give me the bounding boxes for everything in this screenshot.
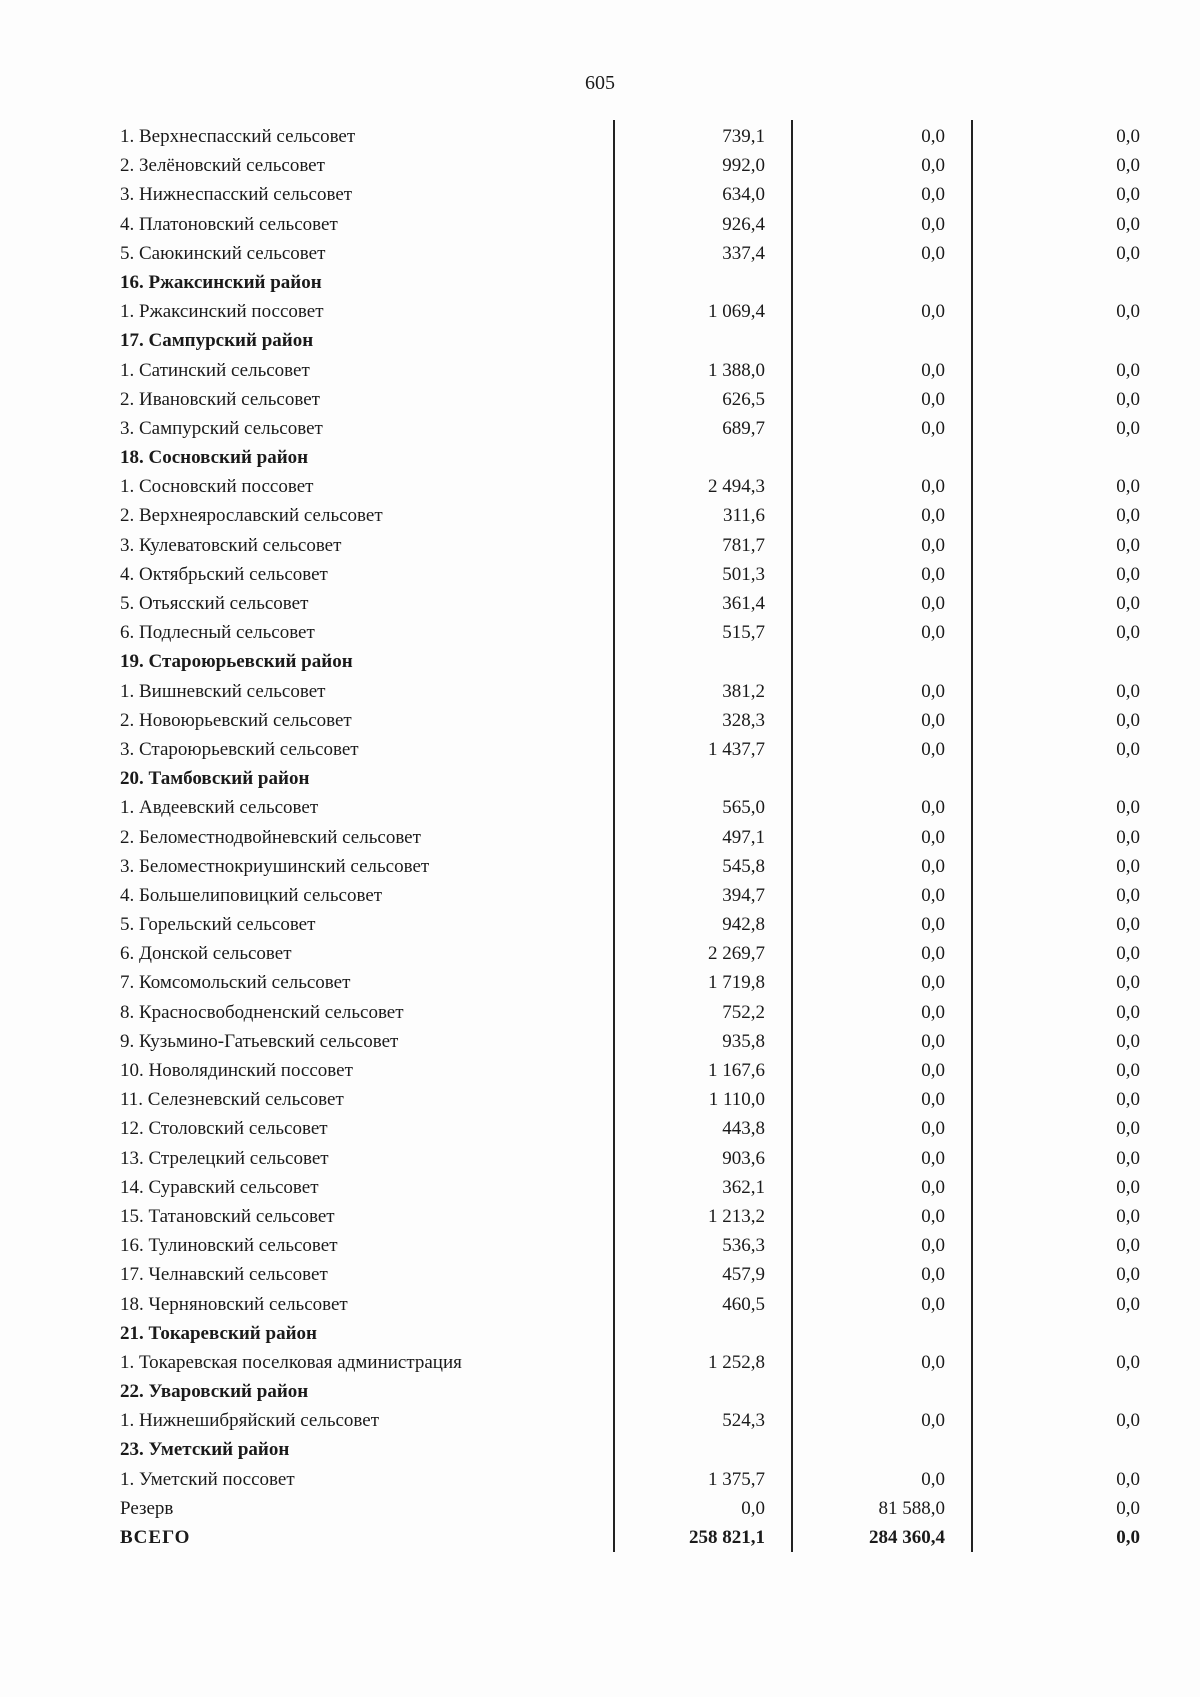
table-row bbox=[120, 618, 1140, 647]
table-row bbox=[120, 735, 1140, 764]
table-row bbox=[120, 1056, 1140, 1085]
table-row bbox=[120, 677, 1140, 706]
table-row bbox=[120, 589, 1140, 618]
value-col-1: 1 069,4 bbox=[708, 301, 765, 323]
value-col-2: 0,0 bbox=[921, 301, 945, 323]
value-col-1: 258 821,1 bbox=[689, 1527, 765, 1548]
value-col-3: 0,0 bbox=[1116, 1147, 1140, 1169]
value-col-1: 626,5 bbox=[722, 388, 765, 410]
value-col-1: 739,1 bbox=[722, 126, 765, 147]
value-col-1: 1 388,0 bbox=[708, 359, 765, 381]
row-label: 2. Зелёновский сельсовет bbox=[120, 155, 325, 177]
table-row bbox=[120, 560, 1140, 589]
table-row bbox=[120, 122, 1140, 151]
value-col-3: 0,0 bbox=[1116, 1497, 1140, 1519]
budget-table bbox=[120, 122, 1140, 1552]
row-label: 5. Горельский сельсовет bbox=[120, 914, 316, 936]
value-col-1: 942,8 bbox=[722, 914, 765, 936]
value-col-3: 0,0 bbox=[1116, 1205, 1140, 1227]
value-col-1: 443,8 bbox=[722, 1118, 765, 1140]
district-name: 21. Токаревский район bbox=[120, 1322, 317, 1344]
value-col-3: 0,0 bbox=[1116, 914, 1140, 936]
district-name: 19. Староюрьевский район bbox=[120, 651, 353, 673]
value-col-3: 0,0 bbox=[1116, 1410, 1140, 1432]
row-label: ВСЕГО bbox=[120, 1527, 191, 1548]
value-col-1: 689,7 bbox=[722, 417, 765, 439]
value-col-2: 0,0 bbox=[921, 534, 945, 556]
value-col-3: 0,0 bbox=[1116, 1001, 1140, 1023]
value-col-3: 0,0 bbox=[1116, 388, 1140, 410]
value-col-3: 0,0 bbox=[1116, 213, 1140, 235]
row-label: 6. Донской сельсовет bbox=[120, 943, 292, 965]
row-label: 2. Ивановский сельсовет bbox=[120, 388, 320, 410]
value-col-2: 0,0 bbox=[921, 1235, 945, 1257]
value-col-3: 0,0 bbox=[1116, 1468, 1140, 1490]
value-col-3: 0,0 bbox=[1116, 301, 1140, 323]
row-label: 9. Кузьмино-Гатьевский сельсовет bbox=[120, 1030, 399, 1052]
row-label: 3. Кулеватовский сельсовет bbox=[120, 534, 342, 556]
value-col-1: 497,1 bbox=[722, 826, 765, 848]
value-col-1: 634,0 bbox=[722, 184, 765, 206]
value-col-3: 0,0 bbox=[1116, 534, 1140, 556]
value-col-2: 0,0 bbox=[921, 242, 945, 264]
value-col-1: 903,6 bbox=[722, 1147, 765, 1169]
value-col-3: 0,0 bbox=[1116, 505, 1140, 527]
value-col-1: 781,7 bbox=[722, 534, 765, 556]
row-label: 4. Платоновский сельсовет bbox=[120, 213, 338, 235]
table-row bbox=[120, 910, 1140, 939]
table-row bbox=[120, 297, 1140, 326]
district-header-row bbox=[120, 268, 1140, 297]
district-name: 17. Сампурский район bbox=[120, 330, 314, 352]
value-col-1: 0,0 bbox=[741, 1497, 765, 1519]
row-label: 6. Подлесный сельсовет bbox=[120, 622, 315, 644]
value-col-3: 0,0 bbox=[1116, 1264, 1140, 1286]
table-row bbox=[120, 1173, 1140, 1202]
value-col-2: 0,0 bbox=[921, 709, 945, 731]
value-col-3: 0,0 bbox=[1116, 680, 1140, 702]
value-col-3: 0,0 bbox=[1116, 797, 1140, 819]
value-col-1: 515,7 bbox=[722, 622, 765, 644]
value-col-3: 0,0 bbox=[1116, 155, 1140, 177]
value-col-2: 0,0 bbox=[921, 1001, 945, 1023]
row-label: 1. Нижнешибряйский сельсовет bbox=[120, 1410, 380, 1432]
value-col-2: 0,0 bbox=[921, 914, 945, 936]
value-col-2: 0,0 bbox=[921, 1060, 945, 1081]
table-row bbox=[120, 501, 1140, 530]
value-col-2: 0,0 bbox=[921, 593, 945, 614]
table-row bbox=[120, 823, 1140, 852]
value-col-1: 362,1 bbox=[722, 1176, 765, 1198]
value-col-3: 0,0 bbox=[1116, 1235, 1140, 1257]
value-col-2: 0,0 bbox=[921, 213, 945, 235]
table-row bbox=[120, 998, 1140, 1027]
row-label: 11. Селезневский сельсовет bbox=[120, 1089, 344, 1111]
value-col-2: 0,0 bbox=[921, 1264, 945, 1286]
row-label: 3. Староюрьевский сельсовет bbox=[120, 738, 359, 760]
value-col-3: 0,0 bbox=[1116, 1293, 1140, 1315]
value-col-3: 0,0 bbox=[1116, 242, 1140, 264]
value-col-1: 457,9 bbox=[722, 1264, 765, 1286]
value-col-1: 361,4 bbox=[722, 593, 765, 614]
table-row bbox=[120, 939, 1140, 968]
row-label: 15. Татановский сельсовет bbox=[120, 1205, 335, 1227]
value-col-2: 0,0 bbox=[921, 1293, 945, 1315]
district-header-row bbox=[120, 647, 1140, 676]
value-col-3: 0,0 bbox=[1116, 709, 1140, 731]
value-col-2: 0,0 bbox=[921, 1468, 945, 1490]
row-label: 17. Челнавский сельсовет bbox=[120, 1264, 328, 1286]
value-col-1: 926,4 bbox=[722, 213, 765, 235]
table-row bbox=[120, 356, 1140, 385]
table-row bbox=[120, 1114, 1140, 1143]
value-col-3: 0,0 bbox=[1116, 1527, 1140, 1548]
row-label: 3. Нижнеспасский сельсовет bbox=[120, 184, 353, 206]
value-col-2: 81 588,0 bbox=[878, 1497, 945, 1519]
value-col-1: 524,3 bbox=[722, 1410, 765, 1432]
value-col-1: 1 719,8 bbox=[708, 972, 765, 994]
value-col-3: 0,0 bbox=[1116, 359, 1140, 381]
value-col-3: 0,0 bbox=[1116, 1176, 1140, 1198]
row-label: 1. Вишневский сельсовет bbox=[120, 680, 326, 702]
row-label: 8. Красносвободненский сельсовет bbox=[120, 1001, 404, 1023]
table-row bbox=[120, 1494, 1140, 1523]
value-col-1: 337,4 bbox=[722, 242, 765, 264]
value-col-1: 1 110,0 bbox=[708, 1089, 765, 1111]
row-label: 1. Верхнеспасский сельсовет bbox=[120, 126, 356, 147]
value-col-1: 381,2 bbox=[722, 680, 765, 702]
district-header-row bbox=[120, 326, 1140, 355]
table-row bbox=[120, 180, 1140, 209]
value-col-2: 0,0 bbox=[921, 855, 945, 877]
row-label: 2. Новоюрьевский сельсовет bbox=[120, 709, 352, 731]
table-row bbox=[120, 210, 1140, 239]
value-col-1: 1 167,6 bbox=[708, 1060, 765, 1081]
value-col-1: 545,8 bbox=[722, 855, 765, 877]
row-label: 4. Октябрьский сельсовет bbox=[120, 563, 328, 585]
row-label: 2. Верхнеярославский сельсовет bbox=[120, 505, 383, 527]
row-label: 12. Столовский сельсовет bbox=[120, 1118, 328, 1140]
district-name: 16. Ржаксинский район bbox=[120, 271, 322, 293]
district-header-row bbox=[120, 443, 1140, 472]
table-row bbox=[120, 151, 1140, 180]
table-row bbox=[120, 1290, 1140, 1319]
row-label: 16. Тулиновский сельсовет bbox=[120, 1235, 338, 1257]
row-label: 18. Черняновский сельсовет bbox=[120, 1293, 348, 1315]
value-col-2: 0,0 bbox=[921, 1410, 945, 1432]
value-col-1: 328,3 bbox=[722, 709, 765, 731]
value-col-3: 0,0 bbox=[1116, 738, 1140, 760]
value-col-1: 1 213,2 bbox=[708, 1205, 765, 1227]
row-label: 7. Комсомольский сельсовет bbox=[120, 972, 351, 994]
row-label: Резерв bbox=[120, 1497, 174, 1519]
table-row bbox=[120, 1085, 1140, 1114]
value-col-1: 536,3 bbox=[722, 1235, 765, 1257]
value-col-2: 0,0 bbox=[921, 1147, 945, 1169]
row-label: 1. Ржаксинский поссовет bbox=[120, 301, 324, 323]
value-col-1: 460,5 bbox=[722, 1293, 765, 1315]
value-col-1: 2 494,3 bbox=[708, 476, 765, 498]
table-row bbox=[120, 1202, 1140, 1231]
value-col-3: 0,0 bbox=[1116, 1060, 1140, 1081]
table-row bbox=[120, 793, 1140, 822]
value-col-1: 501,3 bbox=[722, 563, 765, 585]
value-col-2: 0,0 bbox=[921, 563, 945, 585]
value-col-3: 0,0 bbox=[1116, 593, 1140, 614]
row-label: 3. Сампурский сельсовет bbox=[120, 417, 323, 439]
table-row bbox=[120, 1144, 1140, 1173]
row-label: 10. Новолядинский поссовет bbox=[120, 1060, 353, 1081]
value-col-3: 0,0 bbox=[1116, 972, 1140, 994]
row-label: 1. Авдеевский сельсовет bbox=[120, 797, 319, 819]
value-col-3: 0,0 bbox=[1116, 855, 1140, 877]
row-label: 5. Саюкинский сельсовет bbox=[120, 242, 326, 264]
table-row bbox=[120, 1348, 1140, 1377]
row-label: 14. Суравский сельсовет bbox=[120, 1176, 319, 1198]
row-label: 1. Токаревская поселковая администрация bbox=[120, 1351, 462, 1373]
value-col-1: 1 437,7 bbox=[708, 738, 765, 760]
value-col-3: 0,0 bbox=[1116, 1030, 1140, 1052]
value-col-3: 0,0 bbox=[1116, 1118, 1140, 1140]
value-col-3: 0,0 bbox=[1116, 184, 1140, 206]
district-header-row bbox=[120, 764, 1140, 793]
table-row bbox=[120, 1465, 1140, 1494]
value-col-2: 0,0 bbox=[921, 388, 945, 410]
district-header-row bbox=[120, 1435, 1140, 1464]
value-col-2: 0,0 bbox=[921, 1176, 945, 1198]
value-col-2: 0,0 bbox=[921, 943, 945, 965]
district-header-row bbox=[120, 1377, 1140, 1406]
value-col-1: 752,2 bbox=[722, 1001, 765, 1023]
table-row bbox=[120, 706, 1140, 735]
table-row bbox=[120, 414, 1140, 443]
value-col-2: 0,0 bbox=[921, 184, 945, 206]
value-col-2: 0,0 bbox=[921, 884, 945, 906]
value-col-2: 0,0 bbox=[921, 155, 945, 177]
value-col-3: 0,0 bbox=[1116, 884, 1140, 906]
value-col-2: 0,0 bbox=[921, 797, 945, 819]
value-col-3: 0,0 bbox=[1116, 826, 1140, 848]
value-col-3: 0,0 bbox=[1116, 943, 1140, 965]
value-col-2: 0,0 bbox=[921, 359, 945, 381]
value-col-1: 992,0 bbox=[722, 155, 765, 177]
value-col-2: 0,0 bbox=[921, 1089, 945, 1111]
table-row bbox=[120, 881, 1140, 910]
value-col-2: 0,0 bbox=[921, 738, 945, 760]
value-col-2: 0,0 bbox=[921, 622, 945, 644]
row-label: 4. Большелиповицкий сельсовет bbox=[120, 884, 383, 906]
value-col-2: 0,0 bbox=[921, 826, 945, 848]
value-col-1: 1 252,8 bbox=[708, 1351, 765, 1373]
table-row bbox=[120, 1027, 1140, 1056]
district-name: 20. Тамбовский район bbox=[120, 768, 310, 790]
district-header-row bbox=[120, 1319, 1140, 1348]
row-label: 1. Сатинский сельсовет bbox=[120, 359, 310, 381]
value-col-1: 394,7 bbox=[722, 884, 765, 906]
value-col-2: 0,0 bbox=[921, 972, 945, 994]
value-col-3: 0,0 bbox=[1116, 1351, 1140, 1373]
row-label: 1. Уметский поссовет bbox=[120, 1468, 295, 1490]
value-col-1: 2 269,7 bbox=[708, 943, 765, 965]
value-col-1: 935,8 bbox=[722, 1030, 765, 1052]
value-col-2: 0,0 bbox=[921, 476, 945, 498]
table-row bbox=[120, 472, 1140, 501]
table-row bbox=[120, 531, 1140, 560]
district-name: 18. Сосновский район bbox=[120, 447, 309, 469]
value-col-2: 0,0 bbox=[921, 505, 945, 527]
value-col-3: 0,0 bbox=[1116, 476, 1140, 498]
table-row bbox=[120, 1260, 1140, 1289]
value-col-1: 565,0 bbox=[722, 797, 765, 819]
page-number: 605 bbox=[585, 72, 615, 94]
row-label: 3. Беломестнокриушинский сельсовет bbox=[120, 855, 430, 877]
value-col-1: 311,6 bbox=[722, 505, 765, 527]
table-row bbox=[120, 1231, 1140, 1260]
value-col-1: 1 375,7 bbox=[708, 1468, 765, 1490]
row-label: 1. Сосновский поссовет bbox=[120, 476, 314, 498]
table-row bbox=[120, 852, 1140, 881]
district-name: 23. Уметский район bbox=[120, 1439, 290, 1461]
value-col-2: 284 360,4 bbox=[869, 1527, 945, 1548]
table-row bbox=[120, 239, 1140, 268]
value-col-2: 0,0 bbox=[921, 1205, 945, 1227]
total-row bbox=[120, 1523, 1140, 1552]
table-row bbox=[120, 968, 1140, 997]
row-label: 2. Беломестнодвойневский сельсовет bbox=[120, 826, 421, 848]
value-col-2: 0,0 bbox=[921, 1351, 945, 1373]
value-col-3: 0,0 bbox=[1116, 622, 1140, 644]
row-label: 13. Стрелецкий сельсовет bbox=[120, 1147, 329, 1169]
district-name: 22. Уваровский район bbox=[120, 1381, 309, 1403]
value-col-3: 0,0 bbox=[1116, 417, 1140, 439]
value-col-3: 0,0 bbox=[1116, 1089, 1140, 1111]
value-col-2: 0,0 bbox=[921, 126, 945, 147]
value-col-3: 0,0 bbox=[1116, 563, 1140, 585]
table-row bbox=[120, 1406, 1140, 1435]
value-col-2: 0,0 bbox=[921, 417, 945, 439]
value-col-2: 0,0 bbox=[921, 1030, 945, 1052]
value-col-2: 0,0 bbox=[921, 680, 945, 702]
value-col-2: 0,0 bbox=[921, 1118, 945, 1140]
row-label: 5. Отьясский сельсовет bbox=[120, 593, 309, 614]
value-col-3: 0,0 bbox=[1116, 126, 1140, 147]
table-row bbox=[120, 385, 1140, 414]
